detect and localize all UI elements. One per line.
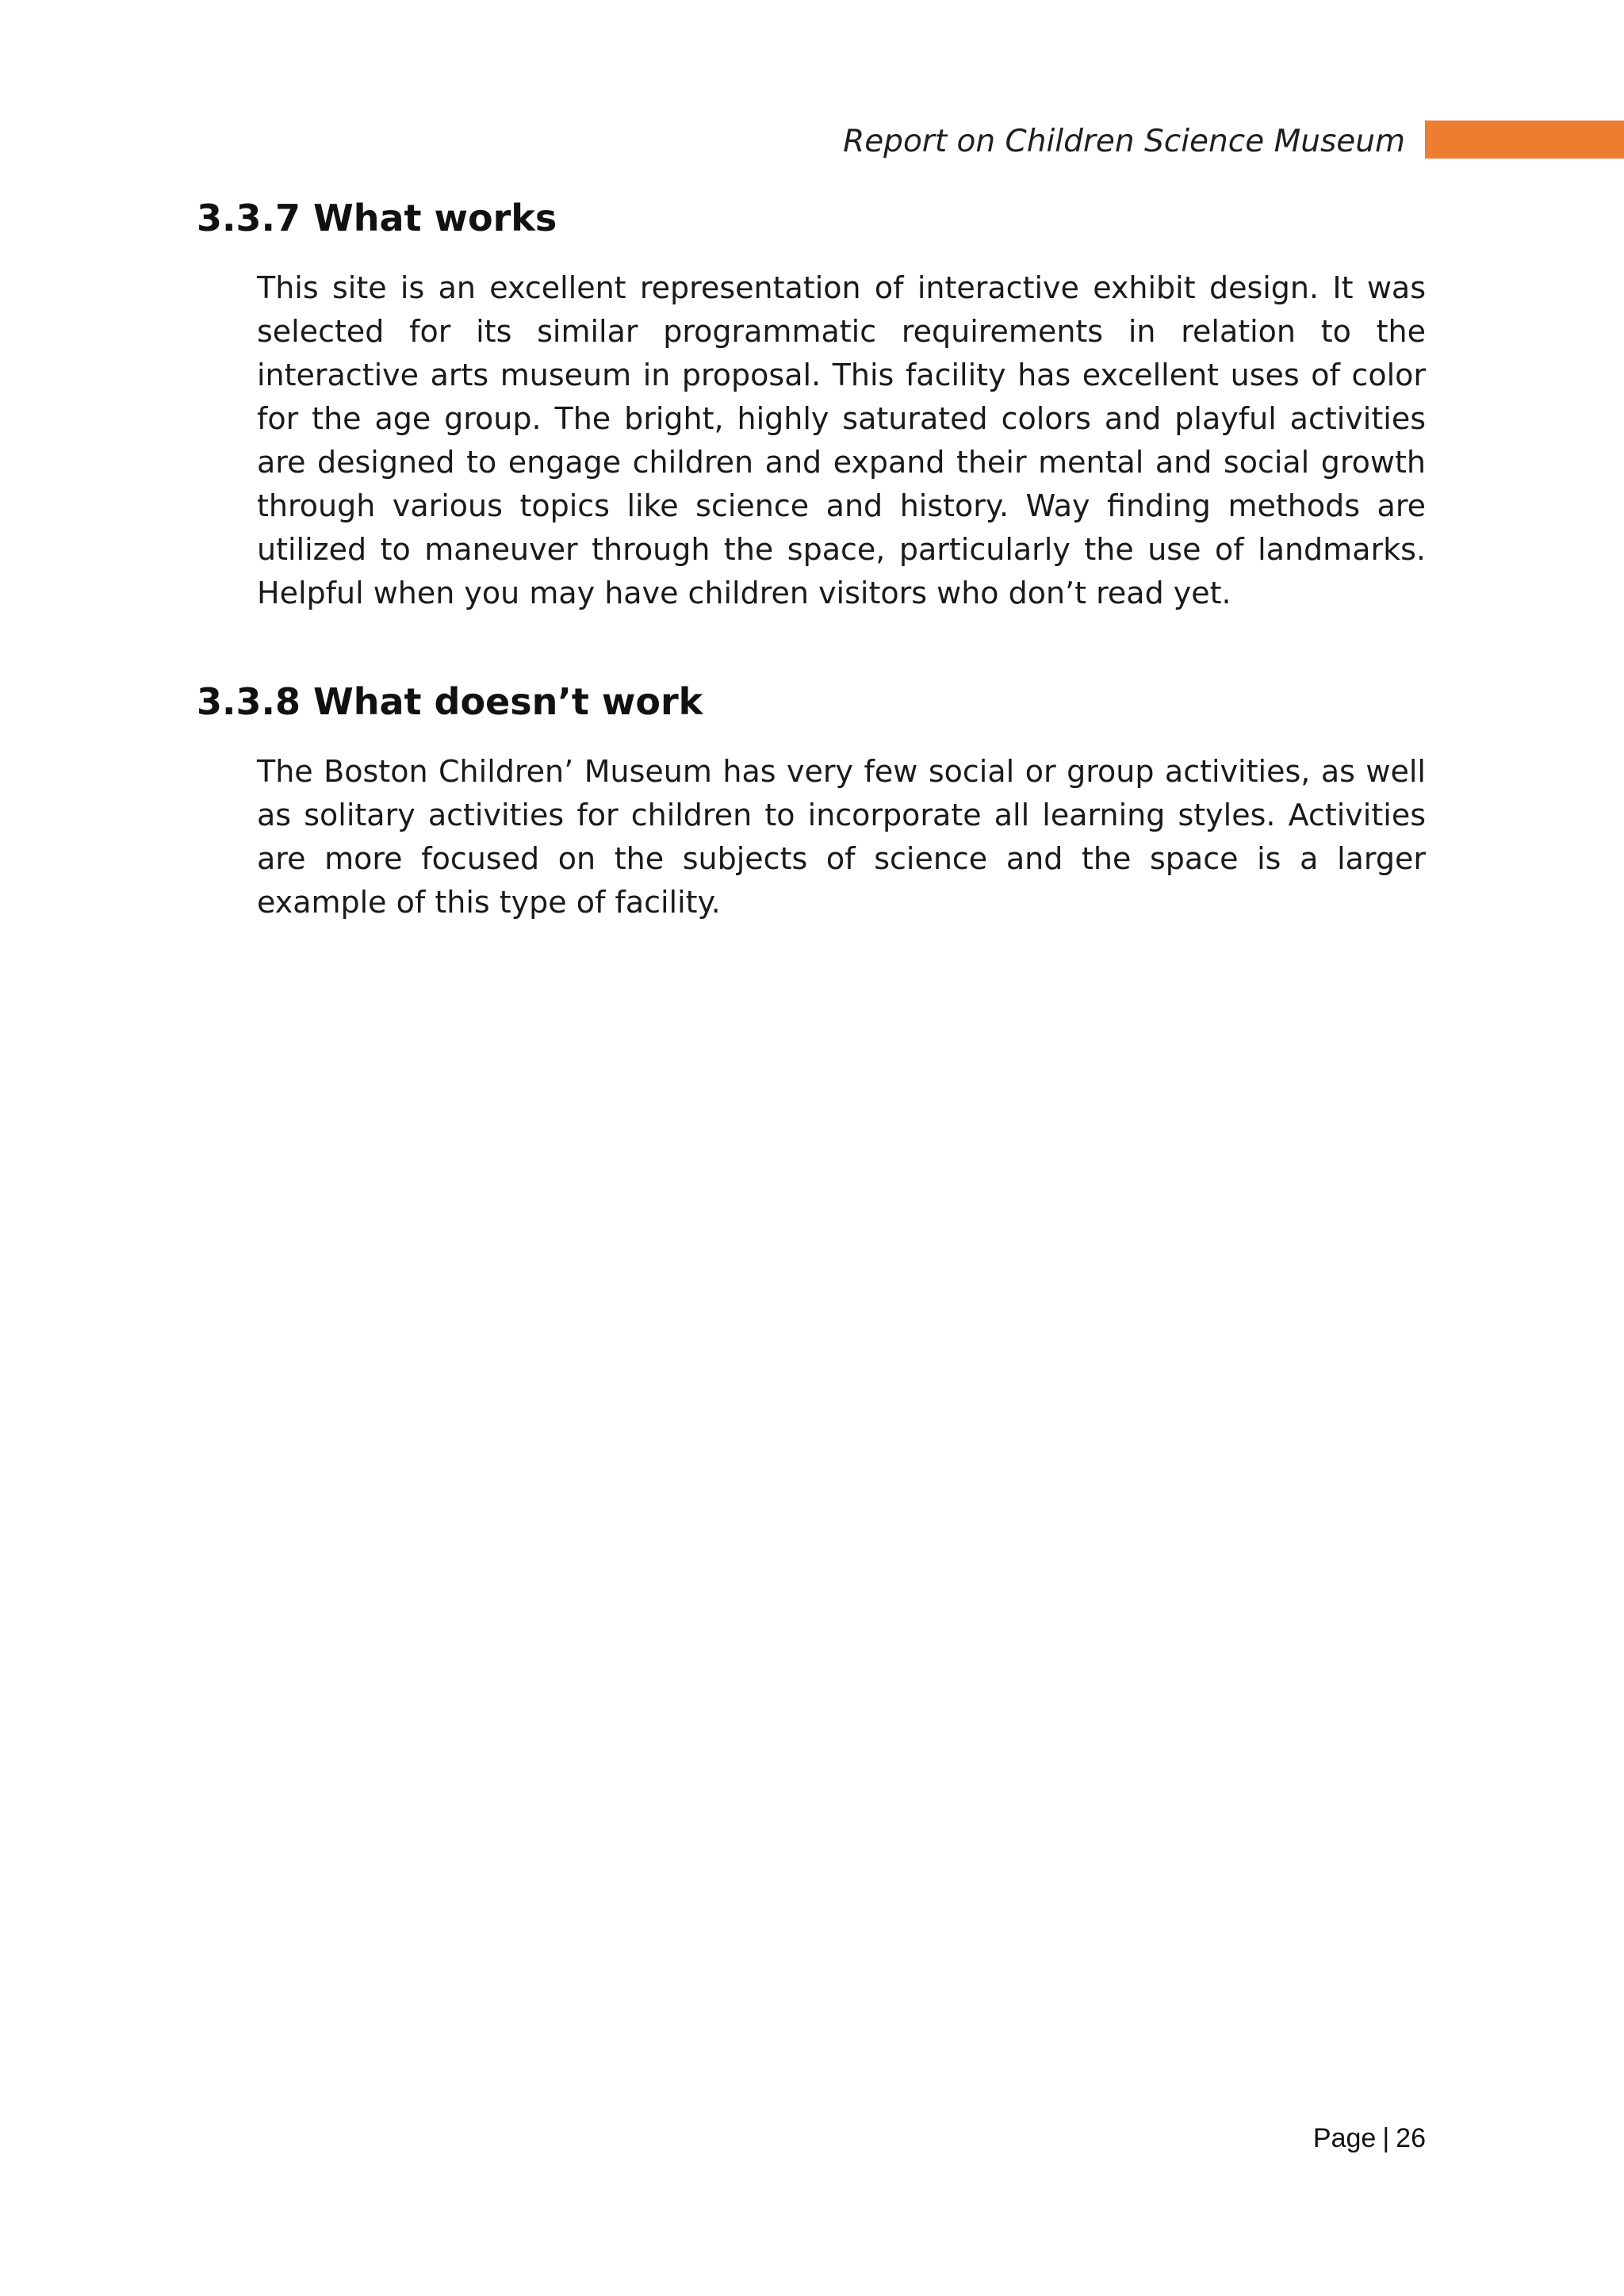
- page-footer: [1313, 2123, 1426, 2154]
- page-number: 26: [1396, 2123, 1426, 2153]
- section-heading-what-doesnt-work: 3.3.8 What doesn’t work: [197, 680, 703, 723]
- section-body-what-doesnt-work: The Boston Children’ Museum has very few social or group activities, as well as solitary activities for children to incorporate all learning styles. Activities are more focused on the subjects of science and the space is a larger example of this type of facility.: [257, 754, 1426, 920]
- section-heading-what-works: 3.3.7 What works: [197, 197, 557, 239]
- running-header-title: Report on Children Science Museum: [843, 124, 1405, 159]
- page-separator: |: [1382, 2123, 1390, 2153]
- header-accent-bar: [1425, 121, 1624, 159]
- page-label: Page: [1312, 2123, 1377, 2153]
- section-body-what-works: This site is an excellent representation of interactive exhibit design. It was selected for its similar programmatic requirements in relation to the interactive arts museum in proposal. This facility has excellent uses of color for the age group. The bright, highly saturated colors and playful activities are designed to engage children and expand their mental and social growth through various topics like science and history. Way finding methods are utilized to maneuver through the space, particularly the use of landmarks. Helpful when you may have children visitors who don’t read yet.: [257, 270, 1426, 610]
